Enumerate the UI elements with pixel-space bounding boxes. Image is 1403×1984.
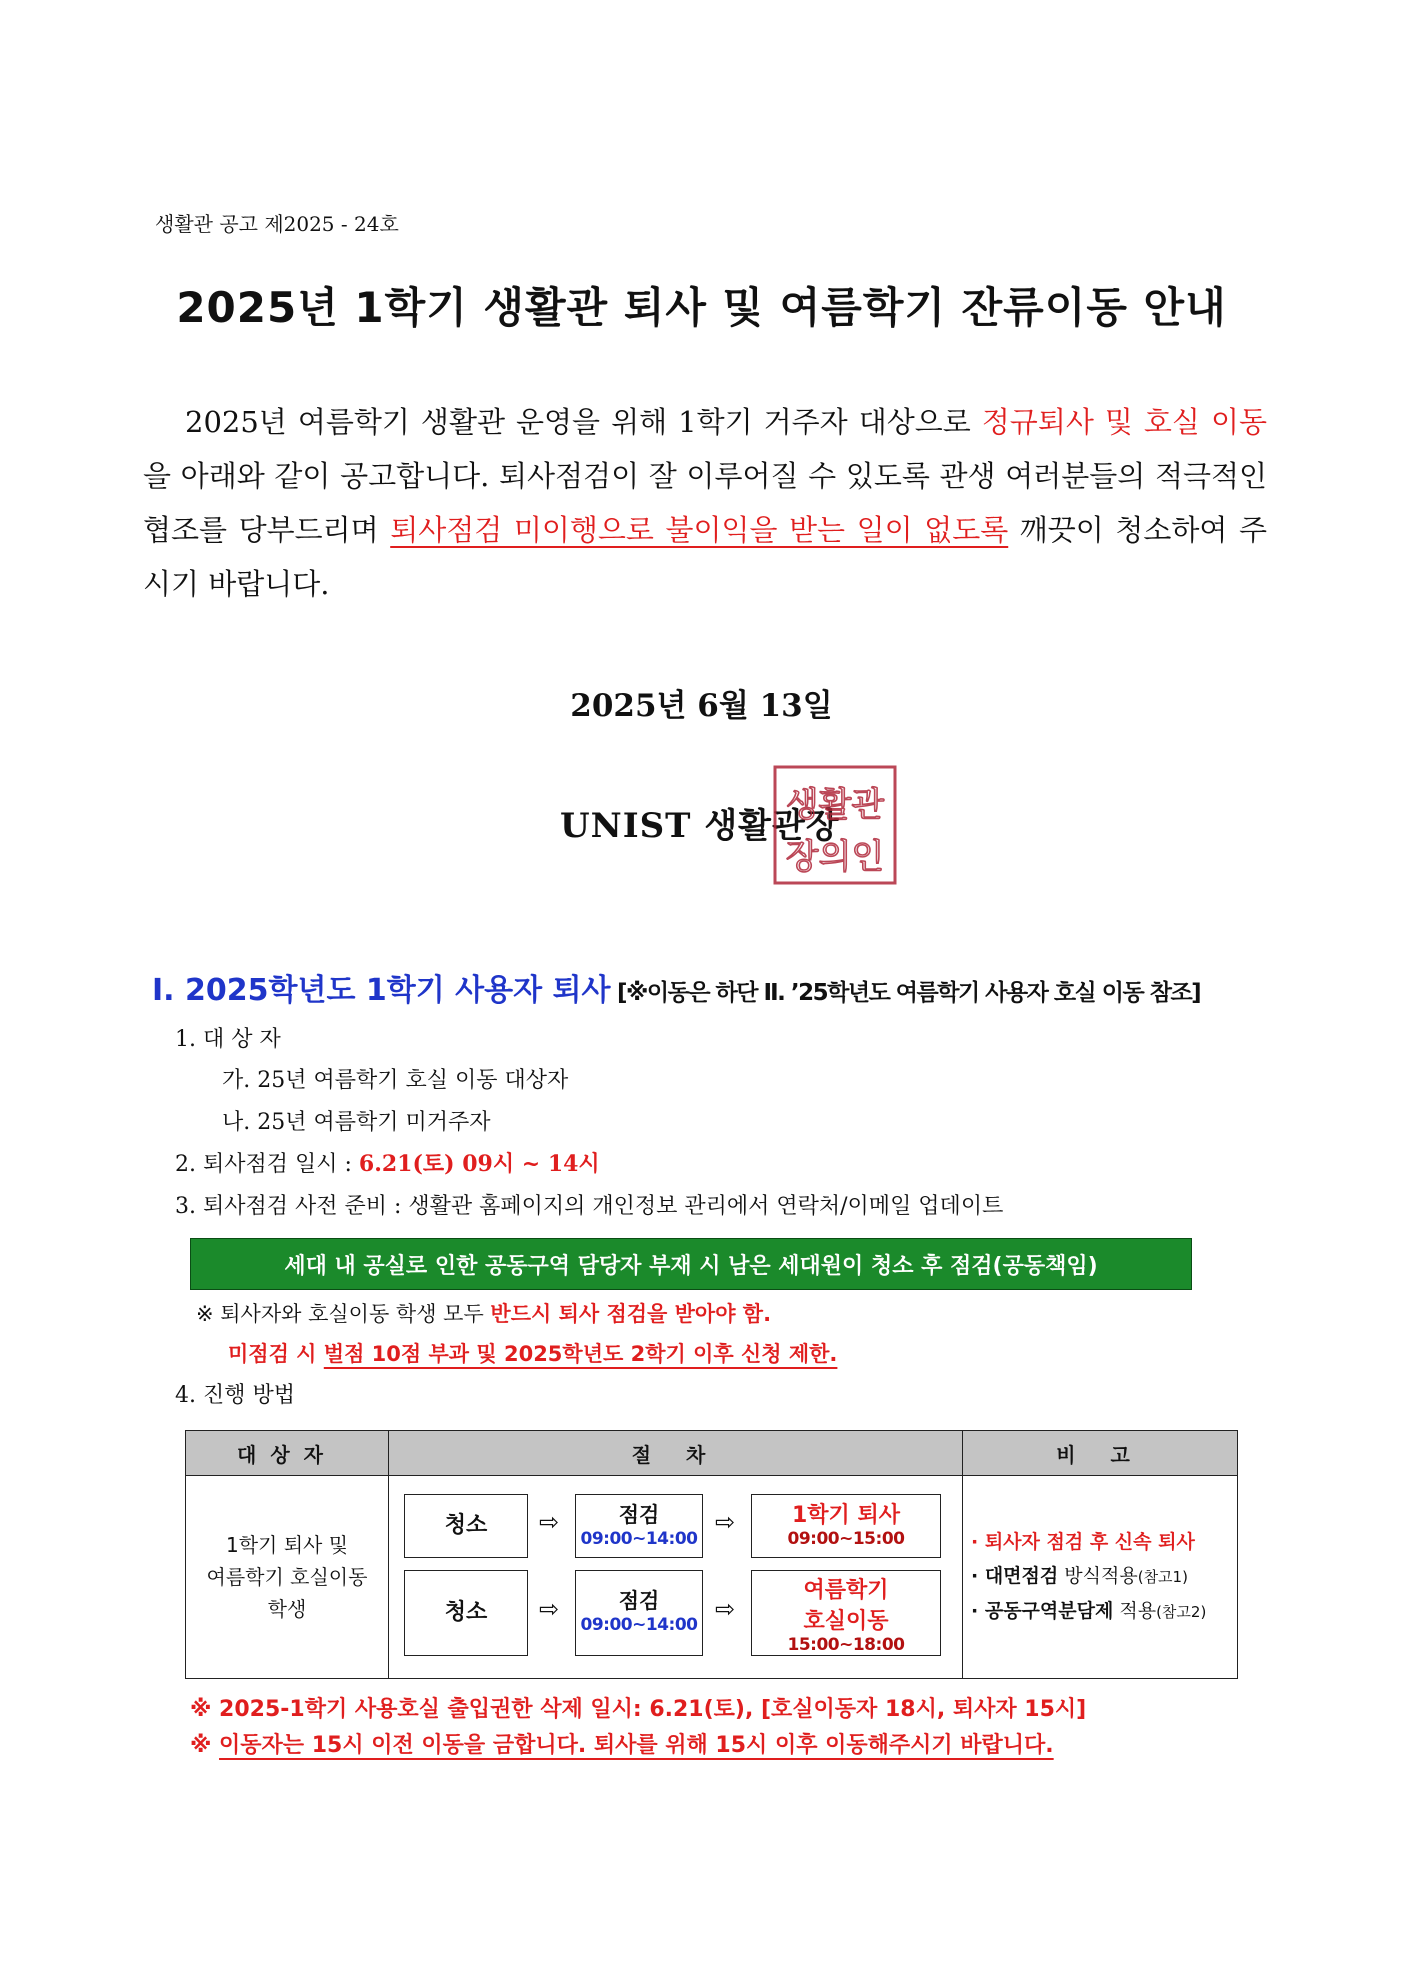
item2-value: 6.21(토) 09시 ~ 14시 (358, 1151, 600, 1177)
remark-3 (971, 1594, 1236, 1629)
page-title: 2025년 1학기 생활관 퇴사 및 여름학기 잔류이동 안내 (176, 283, 1227, 332)
step-inspection-label: 점검 (618, 1589, 660, 1613)
target-cell (186, 1476, 389, 1679)
step-cleaning-box: 청소 (404, 1494, 528, 1558)
section1-note: [※이동은 하단 Ⅱ. ’25학년도 여름학기 사용자 호실 이동 참조] (610, 980, 1201, 1006)
intro-text-2: 을 아래와 같이 공고합니다. 퇴사점검이 잘 이루어질 수 있도록 관생 여러분들의 적극적인 협조를 당부드리며 (143, 459, 1267, 547)
intro-text-3: 깨끗이 청소하여 주시기 바랍니다. (143, 513, 1267, 601)
footer-note-2 (190, 1728, 1054, 1759)
step-room-move-label-1: 여름학기 (803, 1578, 889, 1603)
table-header-row (186, 1431, 1238, 1476)
footer-note-2-prefix: ※ (190, 1733, 220, 1758)
step-inspection-label: 점검 (618, 1503, 660, 1527)
step-inspection-box (575, 1494, 703, 1558)
step-room-move-box (751, 1570, 941, 1656)
warning-2-underline: 벌점 10점 부과 및 2025학년도 2학기 이후 신청 제한. (323, 1342, 838, 1366)
remark-1: · 퇴사자 점검 후 신속 퇴사 (971, 1531, 1195, 1553)
intro-highlight-red: 정규퇴사 및 호실 이동 (981, 405, 1268, 439)
intro-text-1: 2025년 여름학기 생활관 운영을 위해 1학기 거주자 대상으로 (185, 405, 982, 439)
remarks-cell (963, 1476, 1238, 1679)
section1-heading: Ⅰ. 2025학년도 1학기 사용자 퇴사 (152, 973, 611, 1008)
target-line-1: 1학기 퇴사 및 (225, 1533, 349, 1557)
step-room-move-label-2: 호실이동 (803, 1609, 889, 1634)
svg-text:장의인: 장의인 (785, 837, 885, 877)
arrow-right-icon: ⇨ (715, 1595, 736, 1623)
remark-3-ref: (참고2) (1156, 1603, 1207, 1621)
step-checkout-box (751, 1494, 941, 1558)
remark-2-bold: · 대면점검 (971, 1565, 1059, 1587)
arrow-right-icon: ⇨ (715, 1508, 736, 1536)
header-remarks: 비 고 (963, 1431, 1238, 1476)
warning-2-prefix: 미점검 시 (228, 1342, 324, 1366)
procedure-table (185, 1430, 1238, 1679)
intro-highlight-underline: 퇴사점검 미이행으로 불이익을 받는 일이 없도록 (390, 513, 1009, 547)
warning-line-1 (196, 1298, 771, 1328)
notice-number: 생활관 공고 제2025 - 24호 (155, 212, 399, 236)
header-target: 대상자 (186, 1431, 389, 1476)
item1b: 나. 25년 여름학기 미거주자 (222, 1110, 491, 1135)
warning-1-red: 반드시 퇴사 점검을 받아야 함. (490, 1302, 772, 1326)
target-line-2: 여름학기 호실이동 (206, 1565, 368, 1589)
step-checkout-time: 09:00~15:00 (787, 1529, 905, 1549)
remark-3-rest: 적용 (1113, 1600, 1157, 1622)
item2-label: 2. 퇴사점검 일시 : (175, 1152, 359, 1177)
official-seal-stamp (772, 764, 898, 886)
item3: 3. 퇴사점검 사전 준비 : 생활관 홈페이지의 개인정보 관리에서 연락처/이메일 업데이트 (175, 1194, 1004, 1219)
green-notice-box: 세대 내 공실로 인한 공동구역 담당자 부재 시 남은 세대원이 청소 후 점검(공동책임) (190, 1238, 1192, 1290)
step-inspection-box (575, 1570, 703, 1656)
intro-paragraph (143, 395, 1267, 611)
step-cleaning-box: 청소 (404, 1570, 528, 1656)
header-procedure: 절 차 (389, 1431, 963, 1476)
footer-note-1: ※ 2025-1학기 사용호실 출입권한 삭제 일시: 6.21(토), [호실이동자 18시, 퇴사자 15시] (190, 1697, 1087, 1722)
procedure-flow-cell (389, 1476, 963, 1679)
remark-3-bold: · 공동구역분담제 (971, 1600, 1114, 1622)
step-checkout-label: 1학기 퇴사 (792, 1503, 900, 1528)
remark-2-ref: (참고1) (1137, 1568, 1188, 1586)
table-row (186, 1476, 1238, 1679)
item2 (175, 1147, 600, 1178)
item4: 4. 진행 방법 (175, 1383, 295, 1408)
arrow-right-icon: ⇨ (539, 1508, 560, 1536)
svg-text:생활관: 생활관 (785, 785, 885, 825)
remark-2-rest: 방식적용 (1058, 1565, 1138, 1587)
notice-date: 2025년 6월 13일 (570, 688, 833, 724)
warning-line-2 (228, 1338, 837, 1368)
footer-note-2-underline: 이동자는 15시 이전 이동을 금합니다. 퇴사를 위해 15시 이후 이동해주시기 바랍니다. (219, 1733, 1054, 1758)
organization-name: UNIST 생활관장 (560, 806, 840, 846)
step-room-move-time: 15:00~18:00 (787, 1635, 905, 1655)
item1-heading: 1. 대 상 자 (175, 1027, 281, 1052)
arrow-right-icon: ⇨ (539, 1595, 560, 1623)
section1-title (152, 965, 1200, 1009)
step-inspection-time: 09:00~14:00 (580, 1529, 698, 1549)
item1a: 가. 25년 여름학기 호실 이동 대상자 (222, 1068, 569, 1093)
target-line-3: 학생 (267, 1597, 307, 1621)
warning-1-prefix: ※ 퇴사자와 호실이동 학생 모두 (196, 1302, 491, 1326)
step-inspection-time: 09:00~14:00 (580, 1615, 698, 1635)
remark-2 (971, 1559, 1236, 1594)
